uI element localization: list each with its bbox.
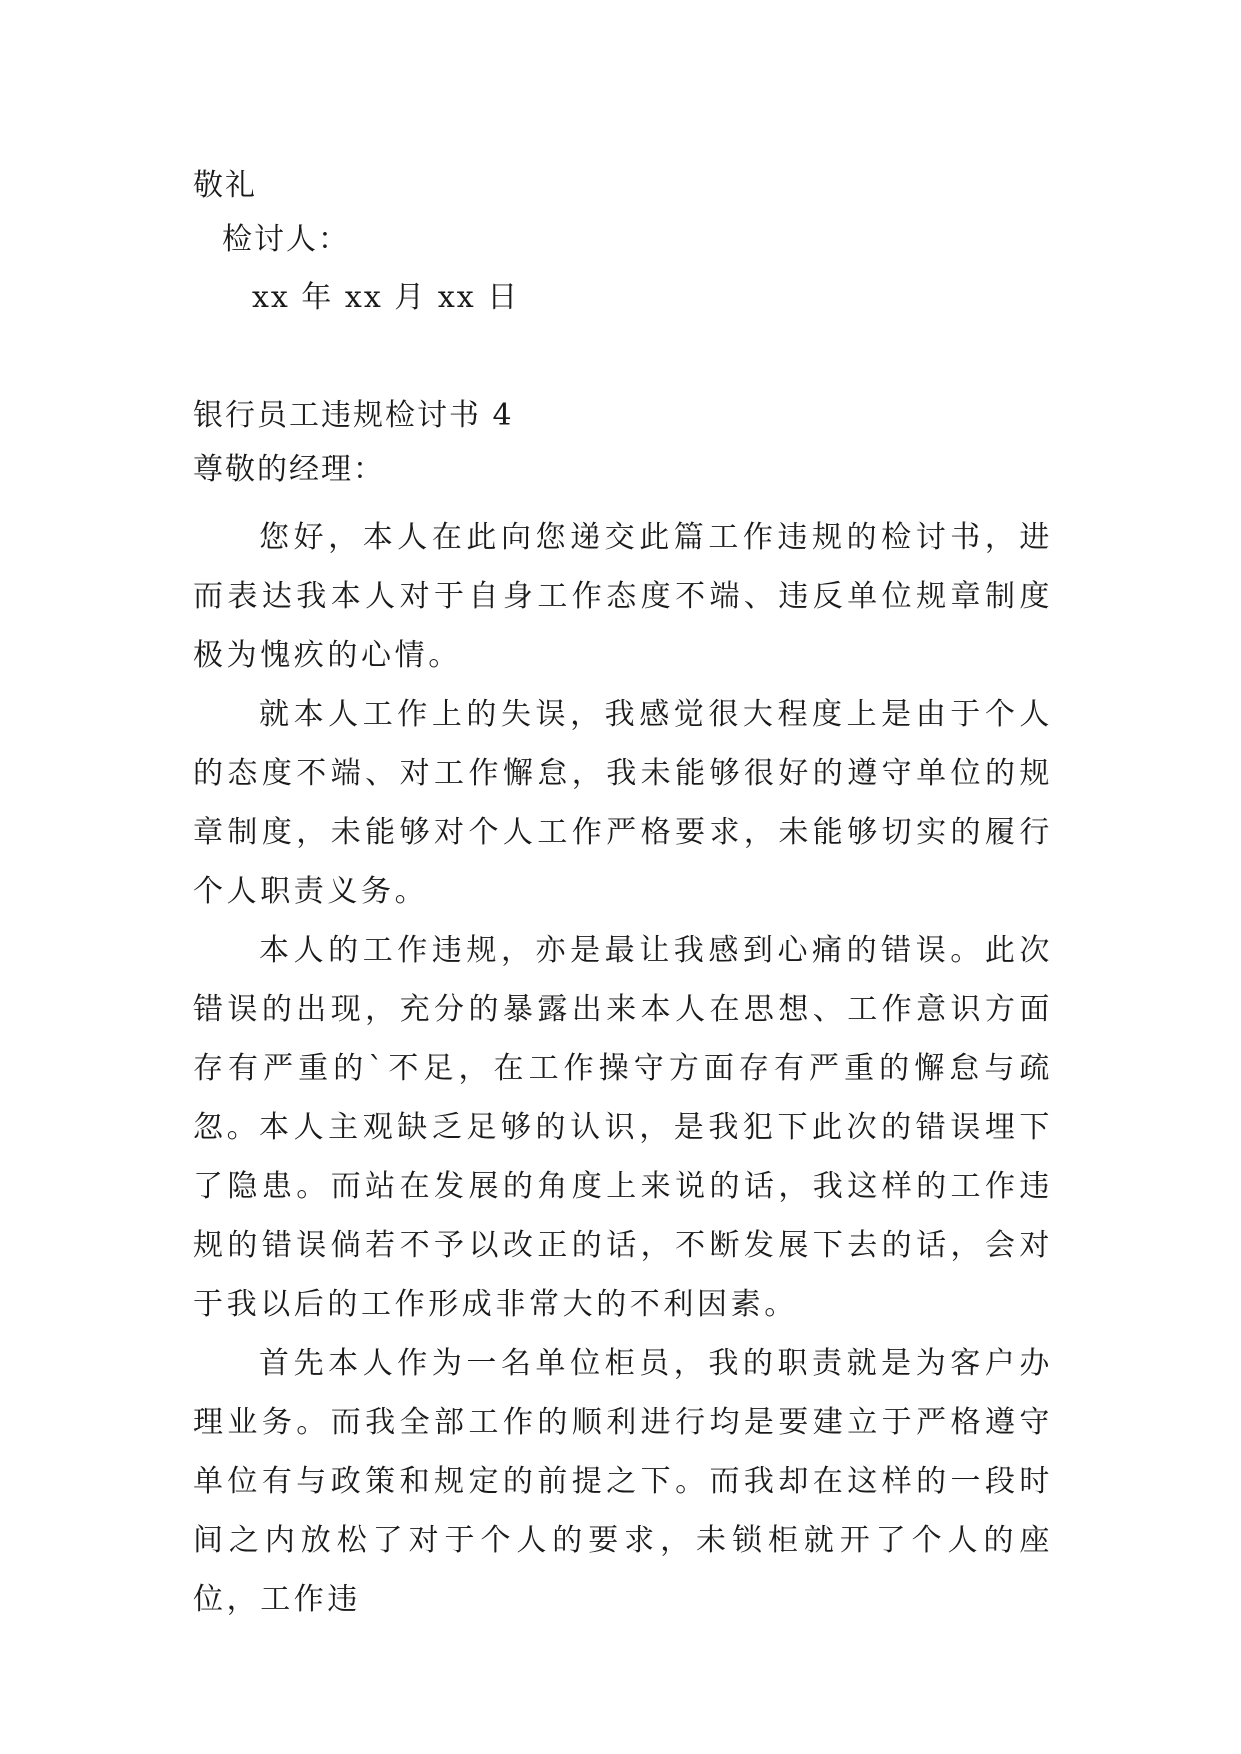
paragraph: 您好，本人在此向您递交此篇工作违规的检讨书，进而表达我本人对于自身工作态度不端、违反单位规章制度极为愧疚的心情。 <box>193 520 1053 673</box>
closing-salutation: 敬礼 <box>193 168 257 203</box>
author-label: 检讨人： <box>222 222 350 257</box>
paragraph: 就本人工作上的失误，我感觉很大程度上是由于个人的态度不端、对工作懈怠，我未能够很好的遵守单位的规章制度，未能够对个人工作严格要求，未能够切实的履行个人职责义务。 <box>193 697 1053 909</box>
document-title: 银行员工违规检讨书 4 <box>193 398 514 433</box>
paragraph: 本人主观缺乏足够的认识，是我犯下此次的错误埋下了隐患。而站在发展的角度上来说的话，我这样的工作违规的错误倘若不予以改正的话，不断发展下去的话，会对于我以后的工作形成非常大的不利因素。 <box>193 1110 1053 1322</box>
greeting: 尊敬的经理： <box>193 452 385 487</box>
document-date: xx 年 xx 月 xx 日 <box>252 280 520 315</box>
paragraph: 首先本人作为一名单位柜员，我的职责就是为客户办理业务。而我全部工作的顺利进行均是要建立于严格遵守单位有与政策和规定的前提之下。而我却在这样的一段时间之内放松了对于个人的要求，未锁柜就开了个人的座位，工作违 <box>193 1346 1053 1617</box>
paragraph: 本人的工作违规，亦是最让我感到心痛的错误。此次错误的出现，充分的暴露出来本人在思想、工作意识方面存有严重的`不足，在工作操守方面存有严重的懈怠与疏忽。 <box>193 933 1053 1145</box>
